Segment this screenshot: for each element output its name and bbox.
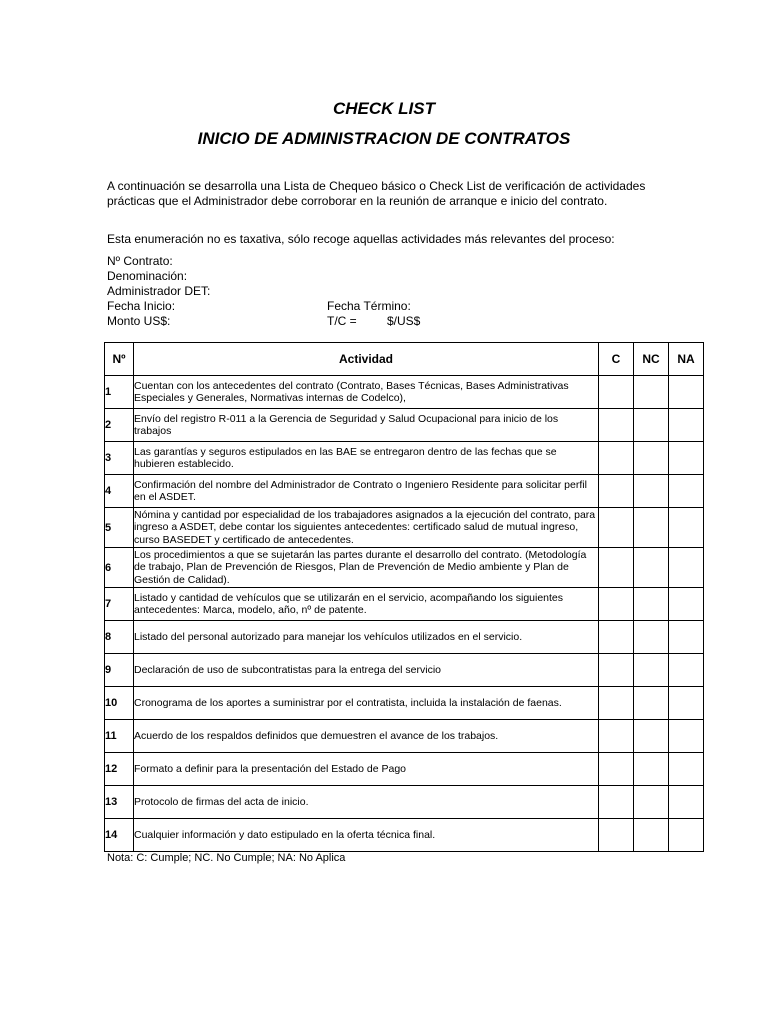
document-title: CHECK LIST — [333, 99, 435, 118]
check-cell-nc[interactable] — [634, 475, 669, 508]
table-row — [105, 548, 704, 588]
row-activity: Confirmación del nombre del Administrador de Contrato o Ingeniero Residente para solicitar perfil en el ASDET. — [134, 475, 599, 508]
check-cell-c[interactable] — [599, 654, 634, 687]
row-number: 10 — [105, 687, 134, 720]
row-number: 6 — [105, 548, 134, 588]
table-row — [105, 376, 704, 409]
row-activity: Envío del registro R-011 a la Gerencia de Seguridad y Salud Ocupacional para inicio de los trabajos — [134, 409, 599, 442]
field-contrato-label: Nº Contrato: — [107, 254, 173, 268]
check-cell-na[interactable] — [669, 409, 704, 442]
check-cell-nc[interactable] — [634, 654, 669, 687]
row-activity: Acuerdo de los respaldos definidos que demuestren el avance de los trabajos. — [134, 720, 599, 753]
row-number: 3 — [105, 442, 134, 475]
table-row — [105, 819, 704, 852]
check-cell-nc[interactable] — [634, 376, 669, 409]
row-number: 12 — [105, 753, 134, 786]
check-cell-c[interactable] — [599, 548, 634, 588]
check-cell-nc[interactable] — [634, 720, 669, 753]
check-cell-c[interactable] — [599, 442, 634, 475]
check-cell-c[interactable] — [599, 409, 634, 442]
field-fecha-inicio-label: Fecha Inicio: — [107, 299, 176, 313]
field-fechas — [107, 299, 667, 314]
row-activity: Listado y cantidad de vehículos que se utilizarán en el servicio, acompañando los siguientes antecedentes: Marca, modelo, año, nº de patente. — [134, 588, 599, 621]
row-number: 7 — [105, 588, 134, 621]
table-row — [105, 654, 704, 687]
table-header-row — [105, 343, 704, 376]
check-cell-na[interactable] — [669, 508, 704, 548]
check-cell-na[interactable] — [669, 588, 704, 621]
row-activity: Cronograma de los aportes a suministrar por el contratista, incluida la instalación de faenas. — [134, 687, 599, 720]
row-activity: Cuentan con los antecedentes del contrato (Contrato, Bases Técnicas, Bases Administrativas Especiales y Generales, Normativas internas de Codelco), — [134, 376, 599, 409]
checklist-table — [104, 342, 704, 852]
table-row — [105, 442, 704, 475]
row-activity: Las garantías y seguros estipulados en las BAE se entregaron dentro de las fechas que se hubieren establecido. — [134, 442, 599, 475]
table-row — [105, 508, 704, 548]
row-activity: Los procedimientos a que se sujetarán las partes durante el desarrollo del contrato. (Metodología de trabajo, Plan de Prevención de Riesgos, Plan de Prevención de Medio ambiente y Plan de Gestión de Calidad). — [134, 548, 599, 588]
row-number: 5 — [105, 508, 134, 548]
field-denominacion — [107, 269, 667, 284]
table-row — [105, 588, 704, 621]
check-cell-na[interactable] — [669, 654, 704, 687]
header-nc: NC — [634, 343, 669, 376]
table-row — [105, 753, 704, 786]
field-denominacion-label: Denominación: — [107, 269, 188, 283]
check-cell-na[interactable] — [669, 475, 704, 508]
check-cell-c[interactable] — [599, 720, 634, 753]
check-cell-nc[interactable] — [634, 548, 669, 588]
check-cell-na[interactable] — [669, 548, 704, 588]
row-activity: Protocolo de firmas del acta de inicio. — [134, 786, 599, 819]
row-activity: Declaración de uso de subcontratistas para la entrega del servicio — [134, 654, 599, 687]
header-na: NA — [669, 343, 704, 376]
check-cell-nc[interactable] — [634, 687, 669, 720]
contract-fields — [107, 254, 667, 329]
check-cell-na[interactable] — [669, 720, 704, 753]
field-monto-label: Monto US$: — [107, 314, 171, 328]
check-cell-nc[interactable] — [634, 442, 669, 475]
check-cell-na[interactable] — [669, 786, 704, 819]
row-number: 14 — [105, 819, 134, 852]
table-row — [105, 409, 704, 442]
legend-note: Nota: C: Cumple; NC. No Cumple; NA: No Aplica — [107, 852, 346, 864]
check-cell-c[interactable] — [599, 508, 634, 548]
check-cell-nc[interactable] — [634, 588, 669, 621]
check-cell-nc[interactable] — [634, 786, 669, 819]
check-cell-na[interactable] — [669, 819, 704, 852]
row-activity: Listado del personal autorizado para manejar los vehículos utilizados en el servicio. — [134, 621, 599, 654]
check-cell-c[interactable] — [599, 376, 634, 409]
field-administrador-label: Administrador DET: — [107, 284, 211, 298]
check-cell-c[interactable] — [599, 475, 634, 508]
header-c: C — [599, 343, 634, 376]
check-cell-na[interactable] — [669, 442, 704, 475]
document-subtitle: INICIO DE ADMINISTRACION DE CONTRATOS — [197, 129, 571, 148]
row-number: 1 — [105, 376, 134, 409]
header-num: Nº — [105, 343, 134, 376]
header-activity: Actividad — [134, 343, 599, 376]
field-administrador — [107, 284, 667, 299]
table-row — [105, 621, 704, 654]
row-number: 9 — [105, 654, 134, 687]
intro-paragraph: A continuación se desarrolla una Lista de Chequeo básico o Check List de verificación de actividades prácticas que el Administrador debe corroborar en la reunión de arranque e inicio del contrato. — [107, 179, 646, 208]
check-cell-c[interactable] — [599, 753, 634, 786]
row-number: 11 — [105, 720, 134, 753]
table-row — [105, 475, 704, 508]
field-tc-label: T/C = — [327, 314, 357, 328]
row-number: 13 — [105, 786, 134, 819]
check-cell-c[interactable] — [599, 819, 634, 852]
check-cell-nc[interactable] — [634, 409, 669, 442]
table-row — [105, 720, 704, 753]
intro-paragraph-2: Esta enumeración no es taxativa, sólo recoge aquellas actividades más relevantes del proceso: — [107, 232, 615, 246]
check-cell-na[interactable] — [669, 753, 704, 786]
check-cell-na[interactable] — [669, 687, 704, 720]
field-contrato — [107, 254, 667, 269]
table-row — [105, 786, 704, 819]
check-cell-c[interactable] — [599, 588, 634, 621]
check-cell-c[interactable] — [599, 621, 634, 654]
table-row — [105, 687, 704, 720]
check-cell-nc[interactable] — [634, 819, 669, 852]
check-cell-na[interactable] — [669, 621, 704, 654]
check-cell-na[interactable] — [669, 376, 704, 409]
row-activity: Formato a definir para la presentación del Estado de Pago — [134, 753, 599, 786]
checklist-body — [105, 376, 704, 852]
check-cell-nc[interactable] — [634, 508, 669, 548]
field-tc-unit: $/US$ — [387, 314, 421, 328]
check-cell-nc[interactable] — [634, 621, 669, 654]
row-activity: Nómina y cantidad por especialidad de los trabajadores asignados a la ejecución del contrato, para ingreso a ASDET, debe contar los siguientes antecedentes: certificado salud de mutual ingreso, curso BASEDET y certificado de antecedentes. — [134, 508, 599, 548]
row-number: 2 — [105, 409, 134, 442]
row-number: 4 — [105, 475, 134, 508]
row-activity: Cualquier información y dato estipulado en la oferta técnica final. — [134, 819, 599, 852]
field-fecha-termino-label: Fecha Término: — [327, 299, 411, 313]
row-number: 8 — [105, 621, 134, 654]
check-cell-c[interactable] — [599, 687, 634, 720]
check-cell-c[interactable] — [599, 786, 634, 819]
field-monto — [107, 314, 667, 329]
check-cell-nc[interactable] — [634, 753, 669, 786]
